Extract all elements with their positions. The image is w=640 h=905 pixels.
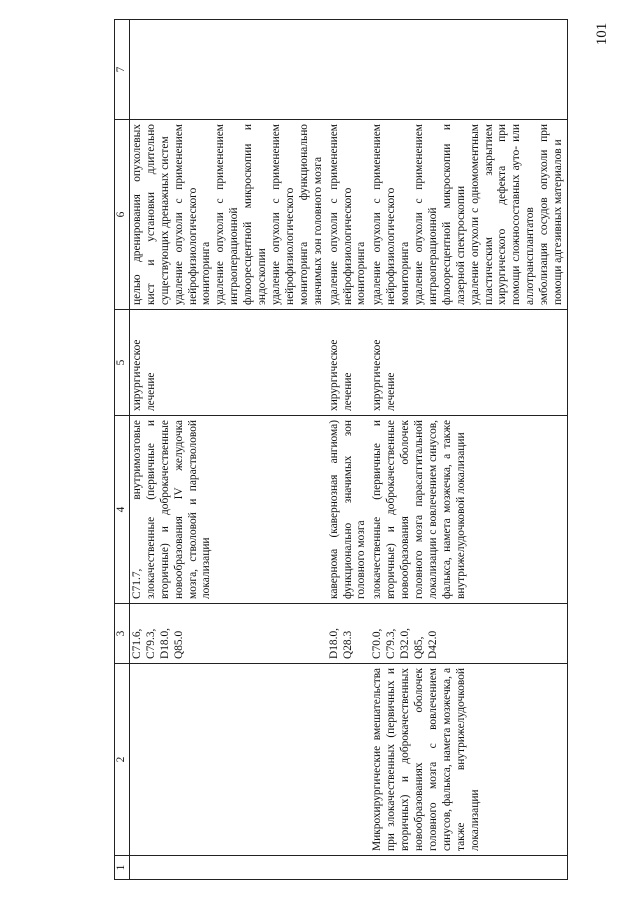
column-number: 3 bbox=[115, 604, 130, 664]
cell-treatment-method bbox=[327, 120, 371, 310]
cell-icd-codes: C70.0, C79.3, D32.0, Q85, D42.0 bbox=[370, 604, 567, 664]
table-row bbox=[370, 20, 567, 880]
method-item: удаление опухоли с применением нейрофизиологического мониторинга функционально значимых зон головного мозга bbox=[269, 124, 324, 305]
column-number: 6 bbox=[115, 120, 130, 310]
cell-icd-codes: D18.0, Q28.3 bbox=[327, 604, 371, 664]
column-number: 4 bbox=[115, 416, 130, 604]
table-row bbox=[129, 20, 326, 880]
cell-diagnosis: злокачественные (первичные и вторичные) и доброкачественные новообразования оболочек головного мозга парасаггитальной локализации с вовлечением синусов, фалькса, намета мозжечка, а также внутрижелудочковой локализации bbox=[370, 416, 567, 604]
cell-col1 bbox=[370, 856, 567, 880]
cell-method bbox=[129, 664, 326, 856]
method-item: целью дренирования опухолевых кист и установки длительно существующих дренажных систем bbox=[130, 124, 171, 305]
cell-method bbox=[327, 664, 371, 856]
services-table bbox=[114, 19, 568, 880]
column-number: 7 bbox=[115, 20, 130, 120]
cell-col1 bbox=[129, 856, 326, 880]
cell-method: Микрохирургические вмешательства при злокачественных (первичных и вторичных) и доброкачественных новообразованиях оболочек головного мозга с вовлечением синусов, фалькса, намета мозжечка, а также внутрижелудочковой локализации bbox=[370, 664, 567, 856]
method-item: удаление опухоли с применением нейрофизиологического мониторинга bbox=[371, 124, 412, 305]
cell-icd-codes: C71.6, C79.3, D18.0, Q85.0 bbox=[129, 604, 326, 664]
method-item: удаление опухоли с применением нейрофизиологического мониторинга bbox=[172, 124, 213, 305]
column-number-row bbox=[115, 20, 130, 880]
rotated-table-container bbox=[114, 20, 619, 880]
cell-diagnosis: кавернома (кавернозная ангиома) функционально значимых зон головного мозга bbox=[327, 416, 371, 604]
page-number: 101 bbox=[594, 22, 610, 46]
method-item: удаление опухоли с применением нейрофизиологического мониторинга bbox=[327, 124, 368, 305]
cell-col7 bbox=[129, 20, 326, 120]
column-number: 2 bbox=[115, 664, 130, 856]
method-item: удаление опухоли с применением интраоперационной флюоресцентной микроскопии и лазерной спектроскопии bbox=[413, 124, 467, 305]
cell-diagnosis: C71.7, внутримозговые злокачественные (первичные и вторичные) и доброкачественные новообразования IV желудочка мозга, стволовой и парастволовой локализации bbox=[129, 416, 326, 604]
cell-treatment-type: хирургическое лечение bbox=[370, 310, 567, 416]
cell-col1 bbox=[327, 856, 371, 880]
column-number: 1 bbox=[115, 856, 130, 880]
cell-treatment-method bbox=[129, 120, 326, 310]
cell-treatment-type: хирургическое лечение bbox=[129, 310, 326, 416]
column-number: 5 bbox=[115, 310, 130, 416]
method-item: удаление опухоли с одномоментным пластическим закрытием хирургического дефекта при помощи сложносоставных ауто- или аллотрансплантатов bbox=[468, 124, 537, 305]
cell-treatment-method bbox=[370, 120, 567, 310]
method-item: удаление опухоли с применением интраоперационной флюоресцентной микроскопии и эндоскопии bbox=[214, 124, 269, 305]
method-item: эмболизация сосудов опухоли при помощи адгезивных материалов и bbox=[538, 124, 565, 305]
cell-treatment-type: хирургическое лечение bbox=[327, 310, 371, 416]
cell-col7 bbox=[327, 20, 371, 120]
table-row bbox=[327, 20, 371, 880]
cell-col7 bbox=[370, 20, 567, 120]
